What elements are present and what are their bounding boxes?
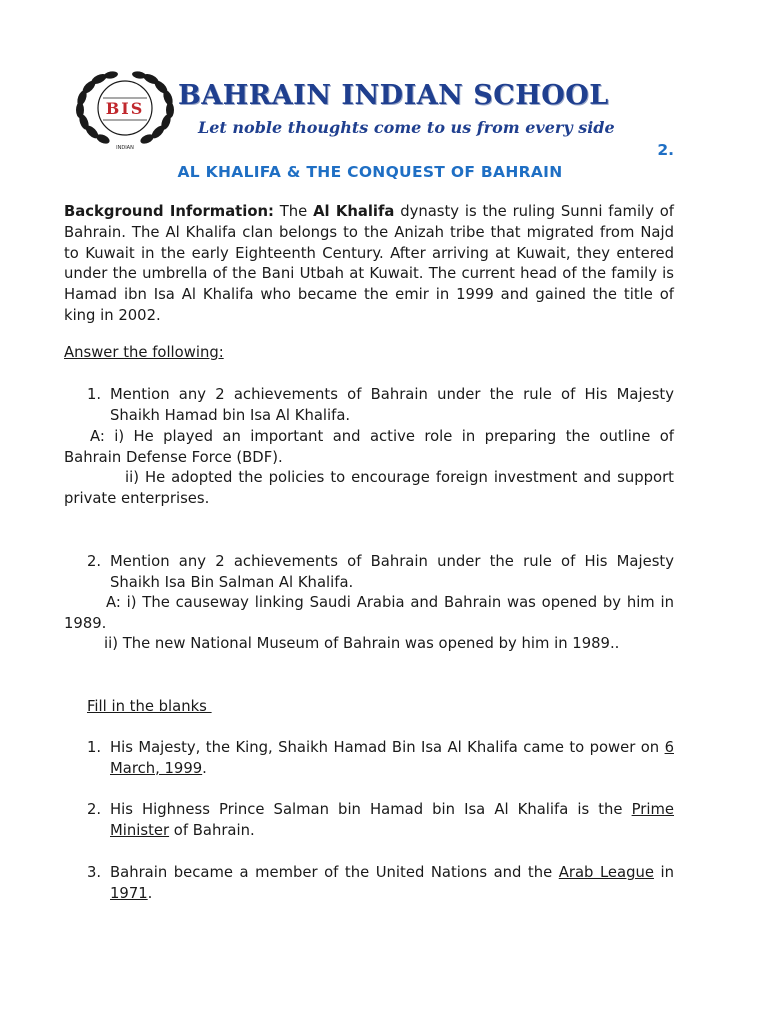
fill-text-pre: His Highness Prince Salman bin Hamad bin Isa Al Khalifa is the [110,801,632,818]
background-paragraph [64,202,674,327]
fill-item [64,863,674,905]
fill-section-heading: Fill in the blanks [87,698,212,715]
question-text: Mention any 2 achievements of Bahrain under the rule of His Majesty Shaikh Hamad bin Isa Al Khalifa. [110,386,674,424]
fill-text-post: of Bahrain. [169,821,255,839]
fill-text [110,800,674,842]
answer-line: ii) The new National Museum of Bahrain was opened by him in 1989.. [104,635,620,652]
fill-text [110,863,674,905]
page-number: 2. [657,141,674,159]
logo-subtext: INDIAN [116,145,134,151]
fill-answer: Arab League [558,864,654,881]
fill-number: 3. [87,864,102,881]
school-name: BAHRAIN INDIAN SCHOOL [178,80,609,111]
question-number: 2. [87,553,102,570]
fill-text-pre: His Majesty, the King, Shaikh Hamad Bin Isa Al Khalifa came to power on [110,739,665,756]
question-item [64,552,674,594]
fill-number: 1. [87,739,102,756]
fill-answer: Prime Minister [110,801,674,839]
fill-answer: 1971 [110,884,148,902]
school-logo [70,70,180,152]
fill-text-pre: Bahrain became a member of the United Nations and the [110,864,559,881]
logo-text: BIS [105,99,145,118]
fill-text [110,738,674,780]
background-label: Background Information: [64,203,274,220]
fill-text-mid: in [653,864,674,881]
laurel-wreath-icon [70,70,180,152]
fill-item [64,800,674,842]
answer-line: ii) He adopted the policies to encourage foreign investment and support private enterprises. [64,469,674,507]
fill-number: 2. [87,801,102,818]
question-text: Mention any 2 achievements of Bahrain under the rule of His Majesty Shaikh Isa Bin Salman Al Khalifa. [110,553,674,591]
fill-item [64,738,674,780]
fill-answer: 6 March, 1999 [110,739,674,777]
background-pre: The [273,203,314,220]
school-motto: Let noble thoughts come to us from every side [198,118,615,137]
answer-line: A: i) The causeway linking Saudi Arabia and Bahrain was opened by him in 1989. [64,594,674,632]
fill-text-post: . [147,884,153,902]
dynasty-name: Al Khalifa [313,203,395,220]
answer-section-heading: Answer the following: [64,344,224,361]
answer-line: A: i) He played an important and active role in preparing the outline of Bahrain Defense Force (BDF). [64,428,674,466]
background-text: dynasty is the ruling Sunni family of Bahrain. The Al Khalifa clan belongs to the Anizah tribe that migrated from Najd to Kuwait in the early Eighteenth Century. After arriving at Kuwait, they entered under the umbrella of the Bani Utbah at Kuwait. The current head of the family is Hamad ibn Isa Al Khalifa who became the emir in 1999 and gained the title of king in 2002. [64,203,674,324]
question-number: 1. [87,386,102,403]
question-item [64,385,674,427]
page-title: AL KHALIFA & THE CONQUEST OF BAHRAIN [177,163,563,181]
fill-text-post: . [202,759,207,777]
